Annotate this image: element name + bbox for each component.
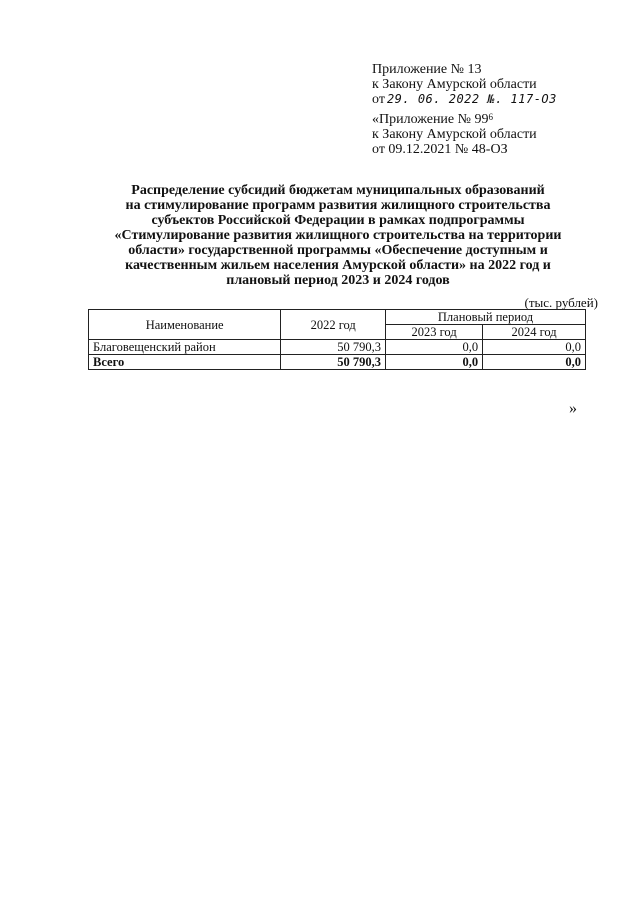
header-name: Наименование — [89, 310, 281, 340]
total-name: Всего — [89, 355, 281, 370]
title-line: области» государственной программы «Обеспечение доступным и — [128, 243, 548, 258]
units-label: (тыс. рублей) — [524, 295, 598, 310]
previous-annex-number — [372, 112, 537, 127]
annex-law-ref: к Закону Амурской области — [372, 77, 537, 92]
previous-annex-header — [372, 112, 537, 157]
annex-number: Приложение № 13 — [372, 62, 482, 77]
row-value-2024: 0,0 — [483, 340, 586, 355]
header-2022: 2022 год — [281, 310, 386, 340]
annex-date-line — [372, 92, 557, 107]
table-row — [89, 340, 586, 355]
annex-header — [372, 62, 557, 107]
closing-quote: » — [569, 400, 577, 417]
table-header-row — [89, 310, 586, 325]
total-value-2023: 0,0 — [386, 355, 483, 370]
previous-annex-superscript: 6 — [488, 112, 493, 122]
title-line: Распределение субсидий бюджетам муниципальных образований — [131, 183, 545, 198]
row-name: Благовещенский район — [89, 340, 281, 355]
handwritten-date-number: 29. 06. 2022 №. 117-ОЗ — [386, 92, 557, 106]
subsidy-table — [88, 309, 586, 370]
total-value-2024: 0,0 — [483, 355, 586, 370]
title-line: на стимулирование программ развития жилищного строительства — [125, 198, 551, 213]
row-value-2022: 50 790,3 — [281, 340, 386, 355]
table-total-row — [89, 355, 586, 370]
title-line: качественным жильем населения Амурской области» на 2022 год и — [125, 258, 551, 273]
title-line: субъектов Российской Федерации в рамках подпрограммы — [151, 213, 525, 228]
header-planned-period: Плановый период — [386, 310, 586, 325]
previous-annex-date: от 09.12.2021 № 48-ОЗ — [372, 142, 508, 157]
annex-date-prefix: от — [372, 92, 385, 107]
header-2023: 2023 год — [386, 325, 483, 340]
previous-annex-number-text: «Приложение № 99 — [372, 112, 489, 127]
header-2024: 2024 год — [483, 325, 586, 340]
document-title — [88, 183, 588, 288]
row-value-2023: 0,0 — [386, 340, 483, 355]
previous-annex-law-ref: к Закону Амурской области — [372, 127, 537, 142]
title-line: плановый период 2023 и 2024 годов — [226, 273, 450, 288]
title-line: «Стимулирование развития жилищного строительства на территории — [114, 228, 562, 243]
total-value-2022: 50 790,3 — [281, 355, 386, 370]
